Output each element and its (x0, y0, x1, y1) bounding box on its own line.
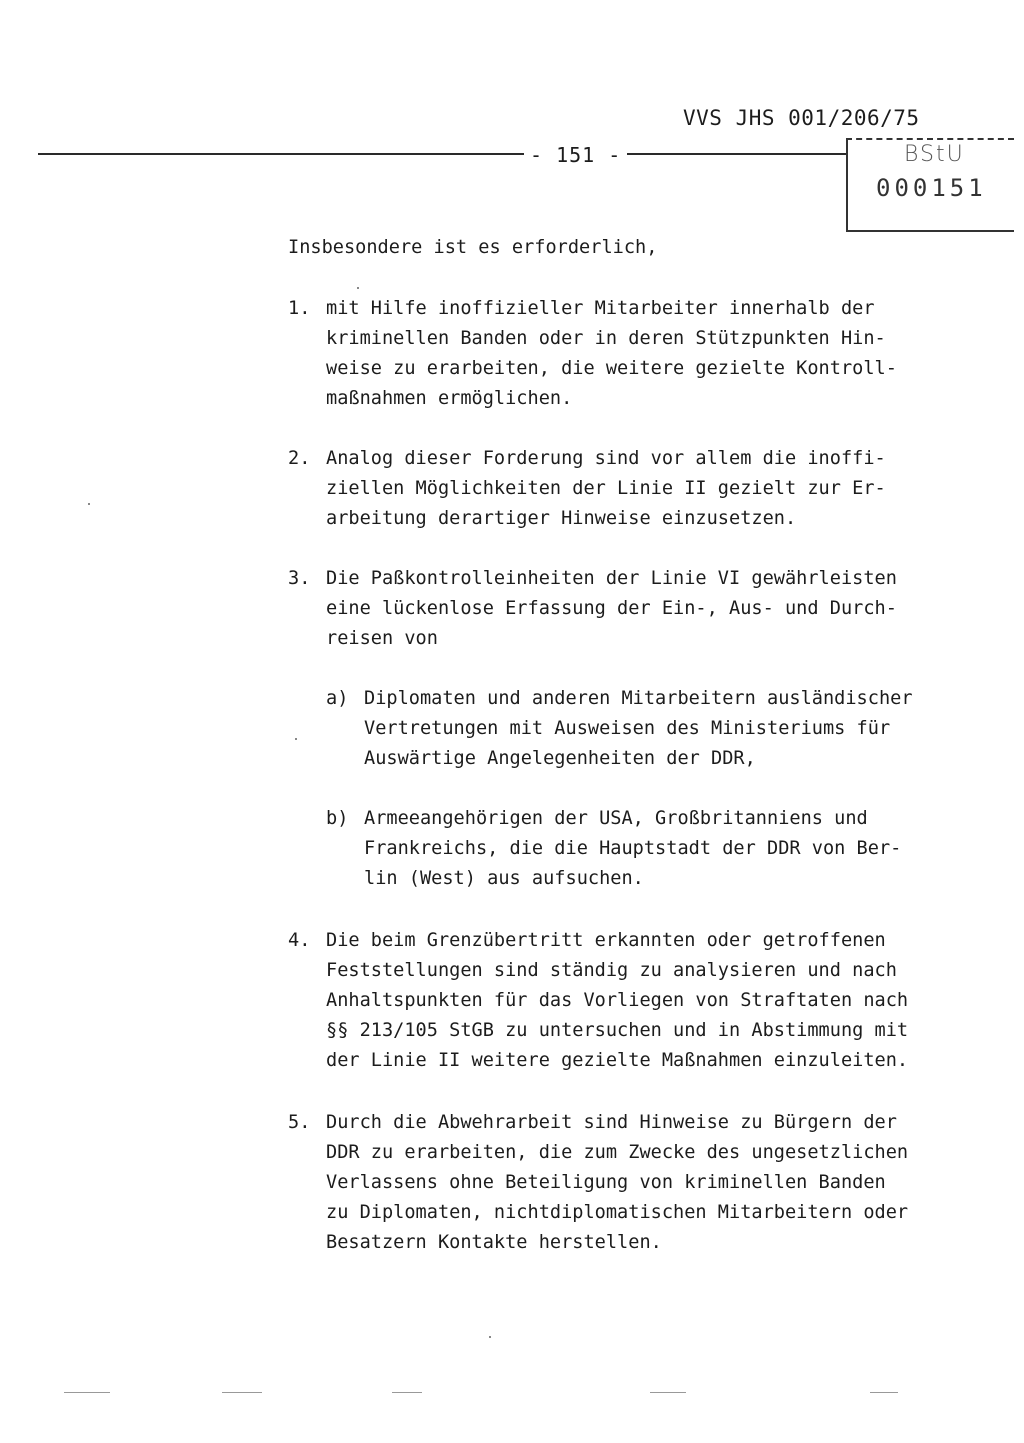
scan-speck (88, 503, 90, 505)
text-line: ziellen Möglichkeiten der Linie II gezielt zur Er- (326, 478, 886, 499)
item-text (326, 926, 908, 1076)
intro-sentence: Insbesondere ist es erforderlich, (288, 237, 658, 258)
text-line: Feststellungen sind ständig zu analysieren und nach (326, 960, 897, 981)
stamp-number: 000151 (876, 174, 987, 202)
header-rule (38, 153, 848, 155)
item-text (326, 1108, 908, 1258)
item-number: 3. (288, 568, 311, 589)
item-number: 1. (288, 298, 311, 319)
item-number: 2. (288, 448, 311, 469)
item-text (326, 294, 897, 414)
text-line: lin (West) aus aufsuchen. (364, 868, 644, 889)
scan-artifact (64, 1392, 110, 1393)
text-line: §§ 213/105 StGB zu untersuchen und in Abstimmung mit (326, 1020, 909, 1041)
text-line: Verlassens ohne Beteiligung von kriminellen Banden (326, 1172, 886, 1193)
text-line: der Linie II weitere gezielte Maßnahmen einzuleiten. (326, 1050, 909, 1071)
item-number: 4. (288, 930, 311, 951)
text-line: eine lückenlose Erfassung der Ein-, Aus- und Durch- (326, 598, 897, 619)
text-line: arbeitung derartiger Hinweise einzusetzen. (326, 508, 797, 529)
scan-speck (295, 738, 297, 740)
scan-artifact (650, 1392, 686, 1393)
stamp-label: BStU (904, 142, 965, 167)
sub-item-text (364, 804, 901, 894)
scan-speck (357, 287, 359, 289)
text-line: Die beim Grenzübertritt erkannten oder getroffenen (326, 930, 886, 951)
scan-artifact (222, 1392, 262, 1393)
text-line: Besatzern Kontakte herstellen. (326, 1232, 662, 1253)
item-text (326, 564, 897, 654)
archive-stamp (846, 138, 1014, 232)
text-line: Analog dieser Forderung sind vor allem die inoffi- (326, 448, 886, 469)
text-line: zu Diplomaten, nichtdiplomatischen Mitarbeitern oder (326, 1202, 909, 1223)
text-line: Anhaltspunkten für das Vorliegen von Straftaten nach (326, 990, 909, 1011)
text-line: Auswärtige Angelegenheiten der DDR, (364, 748, 756, 769)
item-number: 5. (288, 1112, 311, 1133)
page-number: - 151 - (524, 143, 627, 167)
text-line: Diplomaten und anderen Mitarbeitern ausländischer (364, 688, 913, 709)
text-line: Durch die Abwehrarbeit sind Hinweise zu Bürgern der (326, 1112, 897, 1133)
document-reference: VVS JHS 001/206/75 (683, 106, 920, 130)
sub-item-letter: a) (326, 688, 349, 709)
text-line: DDR zu erarbeiten, die zum Zwecke des ungesetzlichen (326, 1142, 909, 1163)
text-line: kriminellen Banden oder in deren Stützpunkten Hin- (326, 328, 886, 349)
sub-item-text (364, 684, 913, 774)
scan-artifact (392, 1392, 422, 1393)
sub-item-letter: b) (326, 808, 349, 829)
text-line: Armeeangehörigen der USA, Großbritanniens und (364, 808, 868, 829)
text-line: Frankreichs, die die Hauptstadt der DDR von Ber- (364, 838, 902, 859)
text-line: reisen von (326, 628, 438, 649)
text-line: weise zu erarbeiten, die weitere gezielte Kontroll- (326, 358, 897, 379)
text-line: mit Hilfe inoffizieller Mitarbeiter innerhalb der (326, 298, 875, 319)
scan-artifact (870, 1392, 898, 1393)
text-line: Vertretungen mit Ausweisen des Ministeriums für (364, 718, 891, 739)
item-text (326, 444, 886, 534)
text-line: Die Paßkontrolleinheiten der Linie VI gewährleisten (326, 568, 897, 589)
scan-speck (489, 1336, 491, 1338)
text-line: maßnahmen ermöglichen. (326, 388, 573, 409)
